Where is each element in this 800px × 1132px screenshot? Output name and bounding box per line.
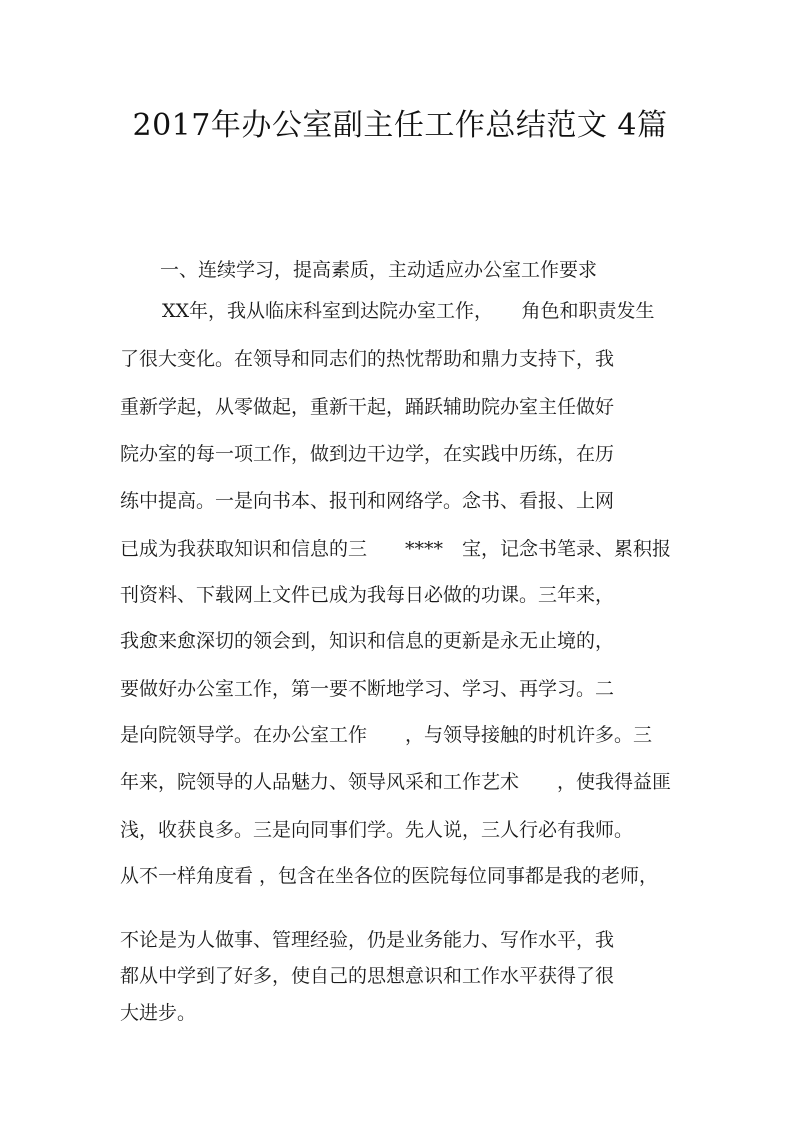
body-line: 都从中学到了好多，使自己的思想意识和工作水平获得了很	[120, 965, 615, 987]
body-line: 浅，收获良多。三是向同事们学。先人说，三人行必有我师。	[120, 819, 634, 841]
body-line: 练中提高。一是向书本、报刊和网络学。念书、看报、上网	[120, 490, 615, 512]
document-title: 2017年办公室副主任工作总结范文 4篇	[132, 108, 668, 143]
section-heading: 一、连续学习，提高素质，主动适应办公室工作要求	[160, 259, 598, 281]
body-line: 要做好办公室工作，第一要不断地学习、学习、再学习。二	[120, 678, 615, 700]
body-line: 是向院领导学。在办公室工作 ，与领导接触的时机许多。三	[120, 724, 653, 746]
body-line: 重新学起，从零做起，重新干起，踊跃辅助院办室主任做好	[120, 396, 615, 418]
body-line: 刊资料、下载网上文件已成为我每日必做的功课。三年来，	[120, 584, 615, 606]
body-line: 了很大变化。在领导和同志们的热忱帮助和鼎力支持下，我	[120, 348, 615, 370]
body-line: 从不一样角度看 ，包含在坐各位的医院每位同事都是我的老师，	[120, 865, 659, 887]
body-line: 年来，院领导的人品魅力、领导风采和工作艺术 ，使我得益匪	[120, 771, 672, 793]
body-line: XX年，我从临床科室到达院办室工作， 角色和职责发生	[162, 300, 655, 322]
body-line: 不论是为人做事、管理经验，仍是业务能力、写作水平，我	[120, 929, 615, 951]
body-line: 大进步。	[120, 1002, 197, 1024]
body-line: 我愈来愈深切的领会到，知识和信息的更新是永无止境的，	[120, 630, 615, 652]
body-line: 院办室的每一项工作，做到边干边学，在实践中历练，在历	[120, 443, 615, 465]
body-line: 已成为我获取知识和信息的三 **** 宝，记念书笔录、累积报	[120, 538, 672, 560]
